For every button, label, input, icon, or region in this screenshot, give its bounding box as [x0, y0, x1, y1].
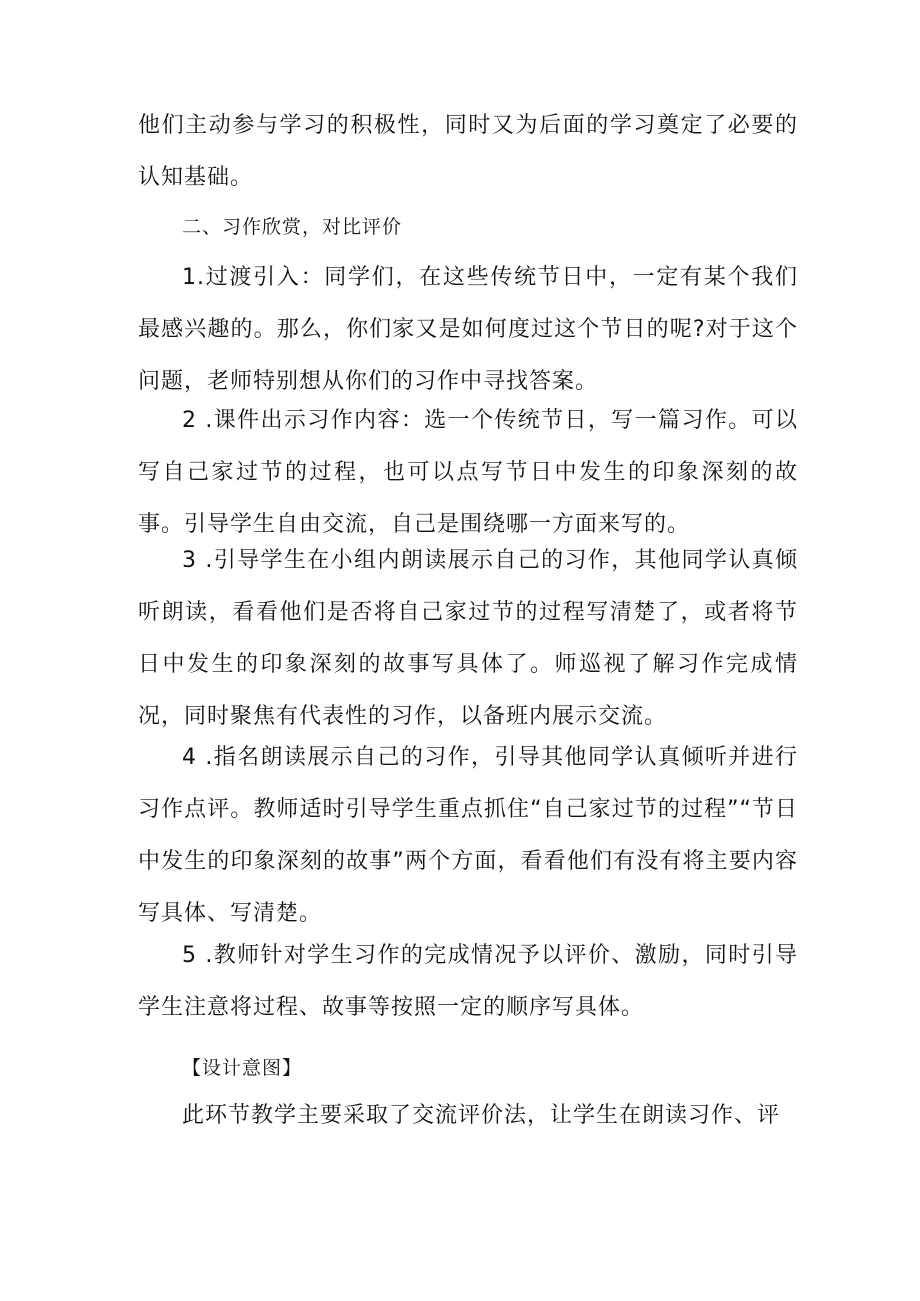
intro-paragraph: 他们主动参与学习的积极性，同时又为后面的学习奠定了必要的认知基础。	[138, 113, 798, 190]
list-item-2: 2 .课件出示习作内容：选一个传统节日，写一篇习作。可以写自己家过节的过程，也可以点写节日中发生的印象深刻的故事。引导学生自由交流，自己是围绕哪一方面来写的。	[138, 408, 798, 537]
list-item-3: 3 .引导学生在小组内朗读展示自己的习作，其他同学认真倾听朗读，看看他们是否将自己家过节的过程写清楚了，或者将节日中发生的印象深刻的故事写具体了。师巡视了解习作完成情况，同时聚焦有代表性的习作，以备班内展示交流。	[138, 548, 798, 729]
design-intent-paragraph: 此环节教学主要采取了交流评价法，让学生在朗读习作、评	[182, 1103, 781, 1128]
list-item-1: 1.过渡引入：同学们，在这些传统节日中，一定有某个我们最感兴趣的。那么，你们家又是如何度过这个节日的呢?对于这个问题，老师特别想从你们的习作中寻找答案。	[138, 265, 798, 394]
list-item-4: 4 .指名朗读展示自己的习作，引导其他同学认真倾听并进行习作点评。教师适时引导学生重点抓住“自己家过节的过程”“节日中发生的印象深刻的故事”两个方面，看看他们有没有将主要内容写具体、写清楚。	[138, 745, 798, 926]
list-item-5: 5 .教师针对学生习作的完成情况予以评价、激励，同时引导学生注意将过程、故事等按照一定的顺序写具体。	[138, 943, 798, 1020]
section-heading: 二、习作欣赏，对比评价	[182, 216, 403, 238]
design-intent-label: 【设计意图】	[182, 1057, 303, 1079]
